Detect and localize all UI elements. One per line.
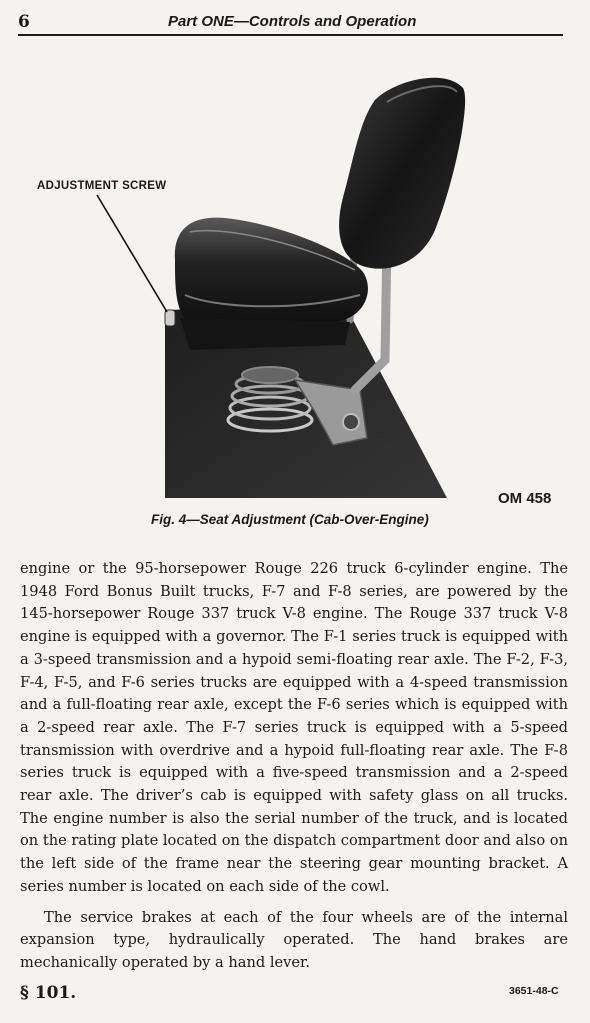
seat-figure	[15, 60, 575, 540]
figure-reference: OM 458	[498, 490, 552, 507]
print-code: 3651-48-C	[509, 985, 559, 997]
adjustment-screw	[165, 310, 175, 326]
figure-caption: Fig. 4—Seat Adjustment (Cab-Over-Engine)	[151, 512, 429, 527]
body-text	[20, 558, 568, 975]
callout-leader-line	[97, 195, 167, 312]
paragraph: The service brakes at each of the four wheels are of the internal expansion type, hydraulically operated. The hand brakes are mechanically operated by a hand lever.	[20, 908, 568, 971]
page-number: 6	[18, 12, 30, 32]
paragraph: engine or the 95-horsepower Rouge 226 truck 6-cylinder engine. The 1948 Ford Bonus Built trucks, F-7 and F-8 series, are powered by the 145-horsepower Rouge 337 truck V-8 engine. The Rouge 337 truck V-8 engine is equipped with a governor. The F-1 series truck is equipped with a 3-speed transmission and a hypoid semi-floating rear axle. The F-2, F-3, F-4, F-5, and F-6 series trucks are equipped with a 4-speed transmission and a full-floating rear axle, except the F-6 series which is equipped with a 2-speed rear axle. The F-7 series truck is equipped with a 5-speed transmission with overdrive and a hypoid full-floating rear axle. The F-8 series truck is equipped with a five-speed transmission and a 2-speed rear axle. The driver’s cab is equipped with safety glass on all trucks. The engine number is also the serial number of the truck, and is located on the rating plate located on the dispatch compartment door and also on the left side of the frame near the steering gear mounting bracket. A series number is located on each side of the cowl.	[20, 560, 568, 895]
page-header	[18, 10, 563, 34]
adjustment-screw-label: ADJUSTMENT SCREW	[37, 180, 167, 192]
header-rule	[18, 34, 563, 36]
section-number: § 101.	[20, 983, 77, 1003]
seat-illustration	[15, 60, 575, 500]
running-title: Part ONE—Controls and Operation	[168, 13, 417, 30]
